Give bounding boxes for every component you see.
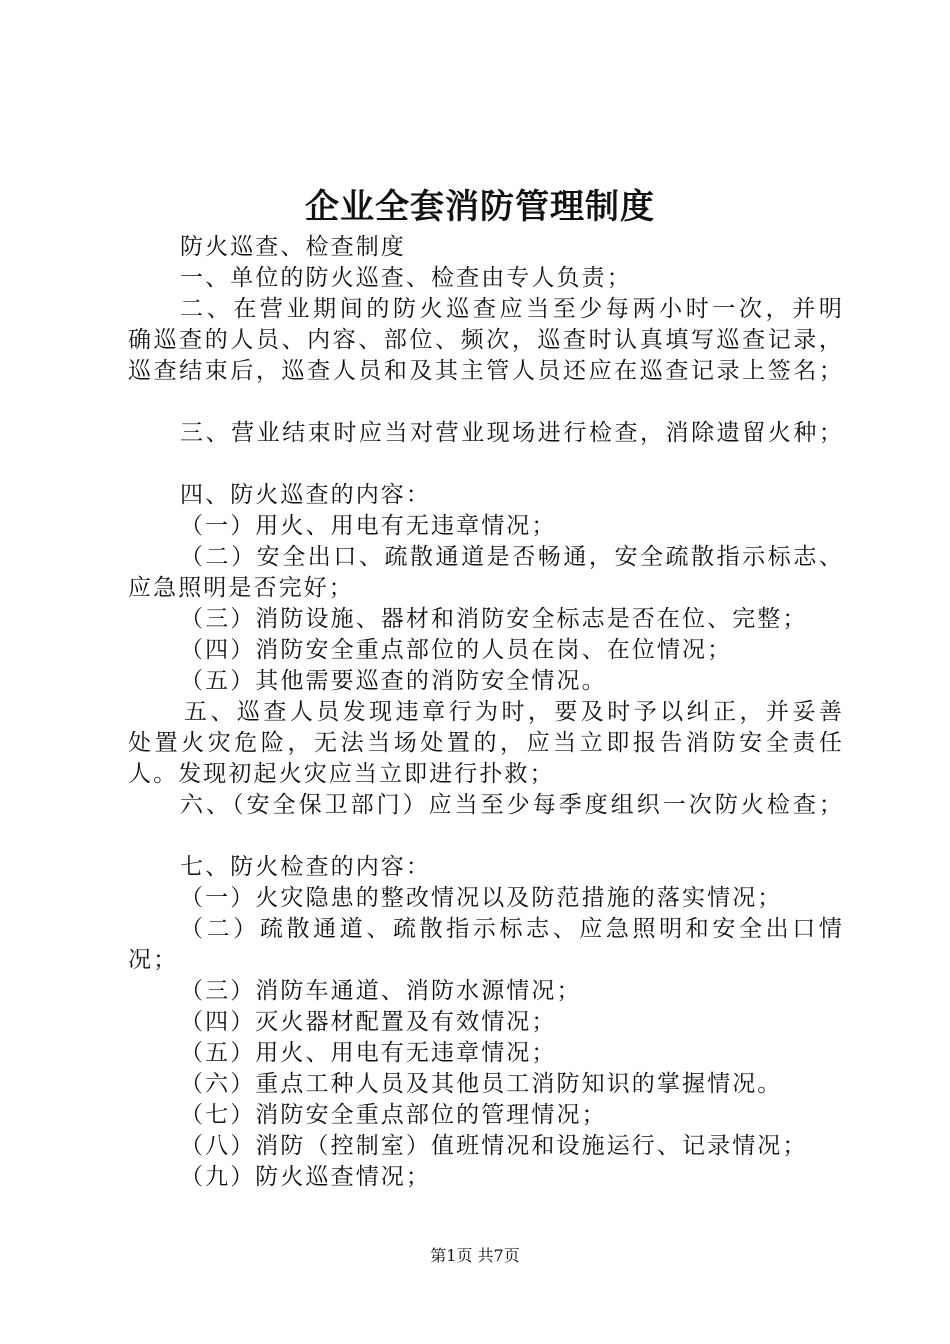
list-item: （一）火灾隐患的整改情况以及防范措施的落实情况； [180,885,783,911]
document-title: 企业全套消防管理制度 [305,187,655,227]
list-item: （六）重点工种人员及其他员工消防知识的掌握情况。 [180,1071,783,1097]
paragraph-line: 三、营业结束时应当对营业现场进行检查，消除遗留火种； [180,420,844,446]
list-item: （四）灭火器材配置及有效情况； [180,1009,557,1035]
paragraph-line: 五、巡查人员发现违章行为时，要及时予以纠正，并妥善 [184,699,844,725]
paragraph-line: 二、在营业期间的防火巡查应当至少每两小时一次，并明 [180,296,844,322]
list-item-continuation: 应急照明是否完好； [128,575,354,601]
page-footer: 第1页 共7页 [430,1246,520,1265]
list-item: （一）用火、用电有无违章情况； [180,513,557,539]
list-item: （九）防火巡查情况； [180,1164,431,1190]
paragraph-line: 处置火灾危险，无法当场处置的，应当立即报告消防安全责任 [128,730,844,756]
blank-line [128,449,844,480]
list-item: （三）消防设施、器材和消防安全标志是否在位、完整； [180,606,808,632]
blank-line [128,387,844,418]
blank-line [128,821,844,852]
list-item: （五）用火、用电有无违章情况； [180,1040,557,1066]
paragraph-line: 七、防火检查的内容： [180,854,431,880]
paragraph-line: 四、防火巡查的内容： [180,482,431,508]
list-item: （八）消防（控制室）值班情况和设施运行、记录情况； [180,1133,808,1159]
list-item-continuation: 况； [128,947,179,973]
paragraph-line: 确巡查的人员、内容、部位、频次，巡查时认真填写巡查记录， [128,327,844,353]
paragraph-line: 人。发现初起火灾应当立即进行扑救； [128,761,555,787]
paragraph-line: 六、（安全保卫部门）应当至少每季度组织一次防火检查； [180,792,844,818]
list-item: （七）消防安全重点部位的管理情况； [180,1102,607,1128]
list-item: （五）其他需要巡查的消防安全情况。 [180,668,607,694]
paragraph-line: 巡查结束后，巡查人员和及其主管人员还应在巡查记录上签名； [128,358,844,384]
list-item: （二）疏散通道、疏散指示标志、应急照明和安全出口情 [180,916,844,942]
paragraph-line: 一、单位的防火巡查、检查由专人负责； [180,265,632,291]
list-item: （二）安全出口、疏散通道是否畅通，安全疏散指示标志、 [180,544,844,570]
document-body [128,232,844,1193]
section-heading: 防火巡查、检查制度 [180,234,406,260]
list-item: （三）消防车通道、消防水源情况； [180,978,582,1004]
list-item: （四）消防安全重点部位的人员在岗、在位情况； [180,637,733,663]
